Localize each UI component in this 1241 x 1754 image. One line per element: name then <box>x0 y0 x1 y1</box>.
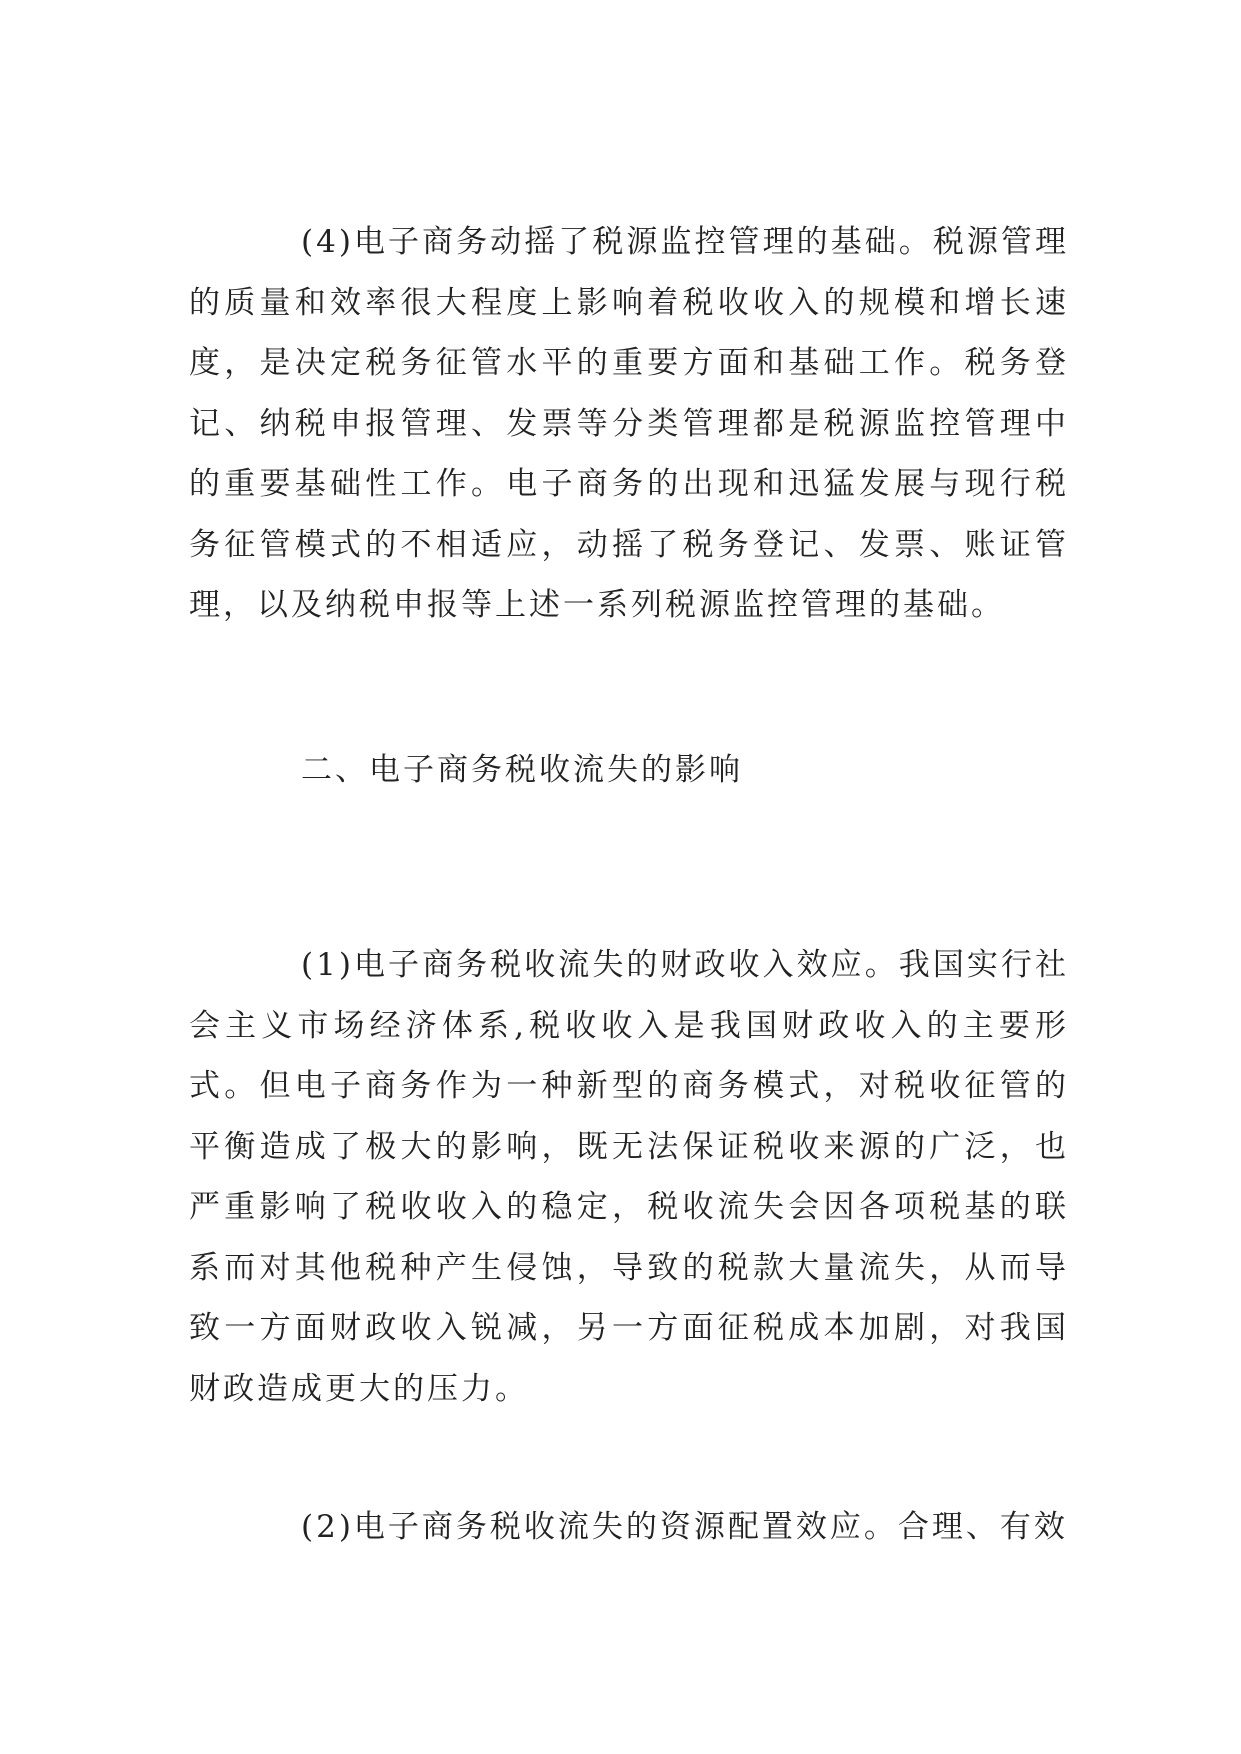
paragraph-resource-allocation-effect: (2)电子商务税收流失的资源配置效应。合理、有效 <box>301 1509 1068 1545</box>
paragraph-fiscal-revenue-effect: (1)电子商务税收流失的财政收入效应。我国实行社会主义市场经济体系,税收收入是我国财政收入的主要形式。但电子商务作为一种新型的商务模式，对税收征管的平衡造成了极大的影响，既无法保证税收来源的广泛，也严重影响了税收收入的稳定，税收流失会因各项税基的联系而对其他税种产生侵蚀，导致的税款大量流失，从而导致一方面财政收入锐减，另一方面征税成本加剧，对我国财政造成更大的压力。 <box>189 947 1069 1407</box>
paragraph-tax-source-monitoring: (4)电子商务动摇了税源监控管理的基础。税源管理的质量和效率很大程度上影响着税收收入的规模和增长速度，是决定税务征管水平的重要方面和基础工作。税务登记、纳税申报管理、发票等分类管理都是税源监控管理中的重要基础性工作。电子商务的出现和迅猛发展与现行税务征管模式的不相适应，动摇了税务登记、发票、账证管理，以及纳税申报等上述一系列税源监控管理的基础。 <box>189 224 1069 623</box>
section-heading-tax-loss-impact: 二、电子商务税收流失的影响 <box>301 752 743 788</box>
